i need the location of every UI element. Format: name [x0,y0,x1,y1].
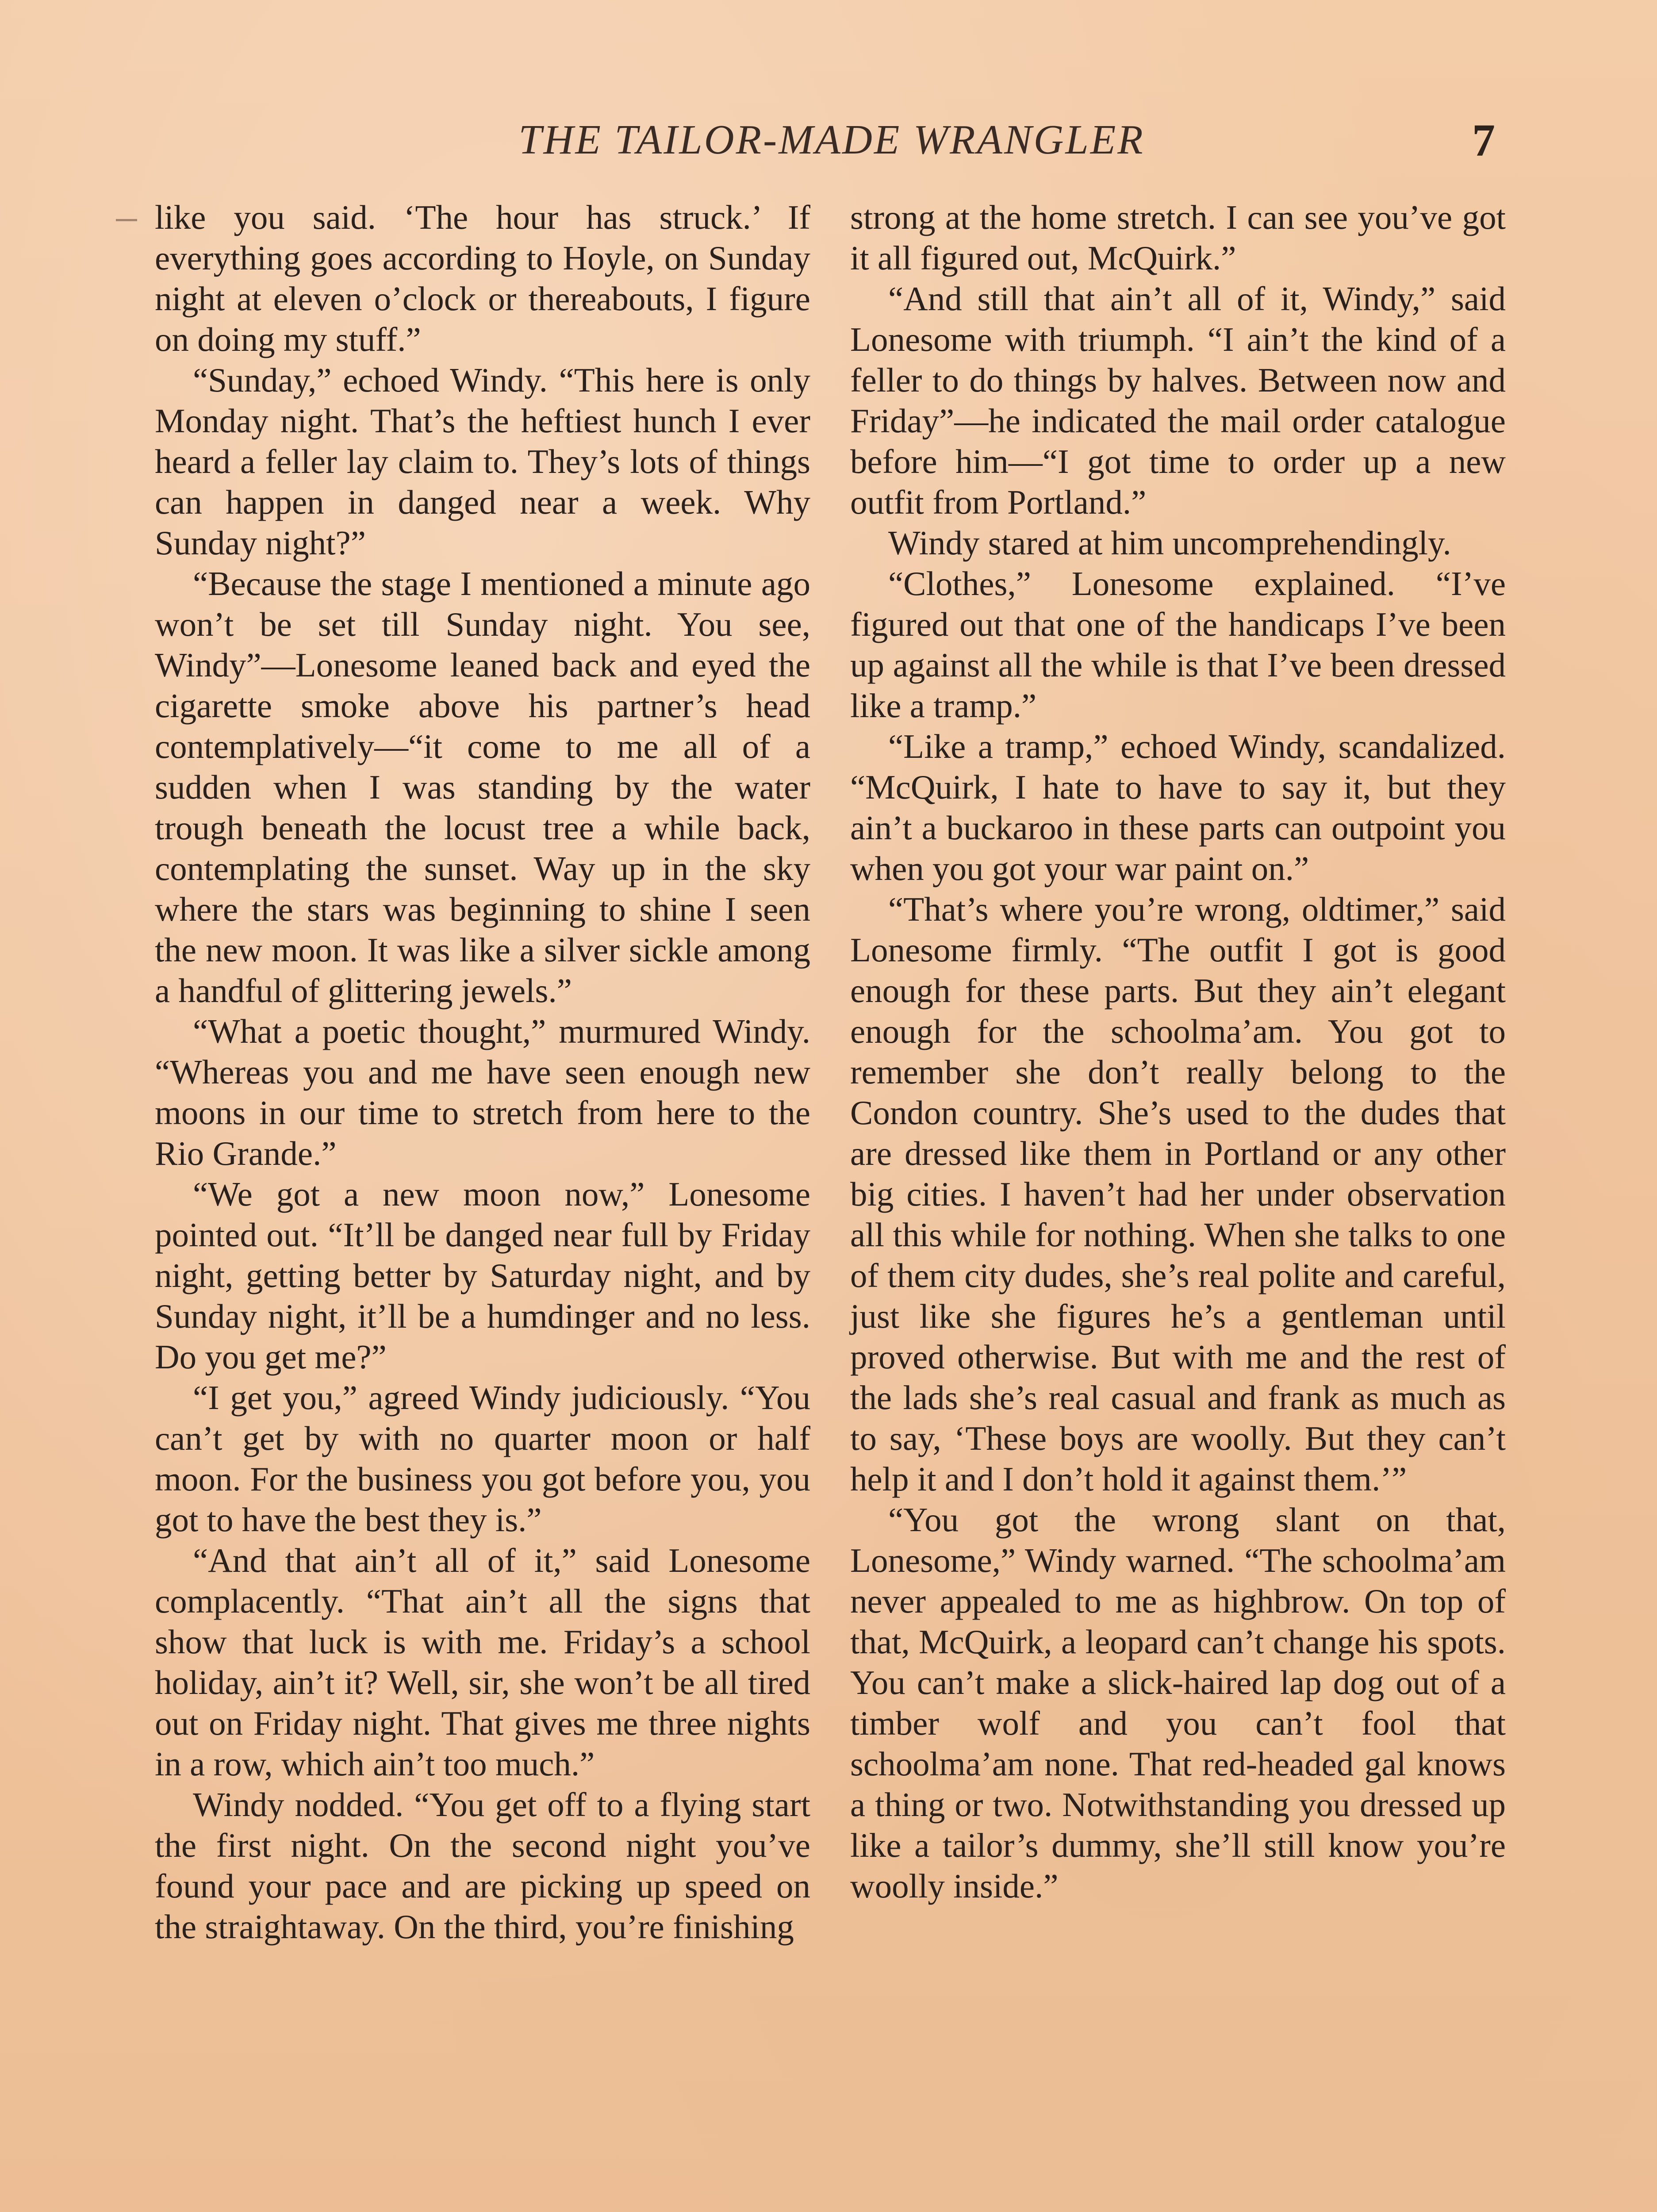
paragraph: Windy stared at him uncomprehendingly. [888,524,1451,562]
paragraph: like you said. ‘The hour has struck.’ If everything goes according to Hoyle, on Sunday night at eleven o’clock or thereabouts, I figure on doing my stuff.” [155,198,810,358]
right-column [850,197,1506,1906]
running-title: THE TAILOR-MADE WRANGLER [518,117,1145,163]
paragraph: “Because the stage I mentioned a minute ago won’t be set till Sunday night. You see, Windy”—Lonesome leaned back and eyed the cigarette smoke above his partner’s head contemplatively—“it come to me all of a sudden when I was standing by the water trough beneath the locust tree a while back, contemplating the sunset. Way up in the sky where the stars was beginning to shine I seen the new moon. It was like a silver sickle among a handful of glittering jewels.” [155,565,810,1010]
paragraph: “Clothes,” Lonesome explained. “I’ve figured out that one of the handicaps I’ve been up against all the while is that I’ve been dressed like a tramp.” [850,565,1506,725]
paragraph: strong at the home stretch. I can see you’ve got it all figured out, McQuirk.” [850,198,1506,277]
paragraph: Windy nodded. “You get off to a flying start the first night. On the second night you’ve found your pace and are picking up speed on the straightaway. On the third, you’re finishing [155,1786,810,1946]
paragraph: “What a poetic thought,” murmured Windy. “Whereas you and me have seen enough new moons in our time to stretch from here to the Rio Grande.” [155,1012,810,1172]
paragraph: “I get you,” agreed Windy judiciously. “You can’t get by with no quarter moon or half moon. For the business you got before you, you got to have the best they is.” [155,1379,810,1539]
paragraph: “Like a tramp,” echoed Windy, scandalized. “McQuirk, I hate to have to say it, but they ain’t a buckaroo in these parts can outpoint you when you got your war paint on.” [850,727,1506,887]
left-column [155,197,810,1947]
page-number: 7 [1472,115,1495,166]
paragraph: “That’s where you’re wrong, oldtimer,” said Lonesome firmly. “The outfit I got is good enough for these parts. But they ain’t elegant enough for the schoolma’am. You got to remember she don’t really belong to the Condon country. She’s used to the dudes that are dressed like them in Portland or any other big cities. I haven’t had her under observation all this while for nothing. When she talks to one of them city dudes, she’s real polite and careful, just like she figures he’s a gentleman until proved otherwise. But with me and the rest of the lads she’s real casual and frank as much as to say, ‘These boys are woolly. But they can’t help it and I don’t hold it against them.’” [850,890,1506,1498]
paragraph: “And still that ain’t all of it, Windy,” said Lonesome with triumph. “I ain’t the kind of a feller to do things by halves. Between now and Friday”—he indicated the mail order catalogue before him—“I got time to order up a new outfit from Portland.” [850,280,1506,521]
paragraph: “And that ain’t all of it,” said Lonesome complacently. “That ain’t all the signs that show that luck is with me. Friday’s a school holiday, ain’t it? Well, sir, she won’t be all tired out on Friday night. That gives me three nights in a row, which ain’t too much.” [155,1541,810,1783]
paragraph: “We got a new moon now,” Lonesome pointed out. “It’ll be danged near full by Friday night, getting better by Saturday night, and by Sunday night, it’ll be a humdinger and no less. Do you get me?” [155,1175,810,1376]
paragraph: “You got the wrong slant on that, Lonesome,” Windy warned. “The schoolma’am never appealed to me as highbrow. On top of that, McQuirk, a leopard can’t change his spots. You can’t make a slick-haired lap dog out of a timber wolf and you can’t fool that schoolma’am none. That red-headed gal knows a thing or two. Notwithstanding you dressed up like a tailor’s dummy, she’ll still know you’re woolly inside.” [850,1501,1506,1905]
margin-mark [116,219,137,221]
paragraph: “Sunday,” echoed Windy. “This here is only Monday night. That’s the heftiest hunch I ever heard a feller lay claim to. They’s lots of things can happen in danged near a week. Why Sunday night?” [155,361,810,562]
